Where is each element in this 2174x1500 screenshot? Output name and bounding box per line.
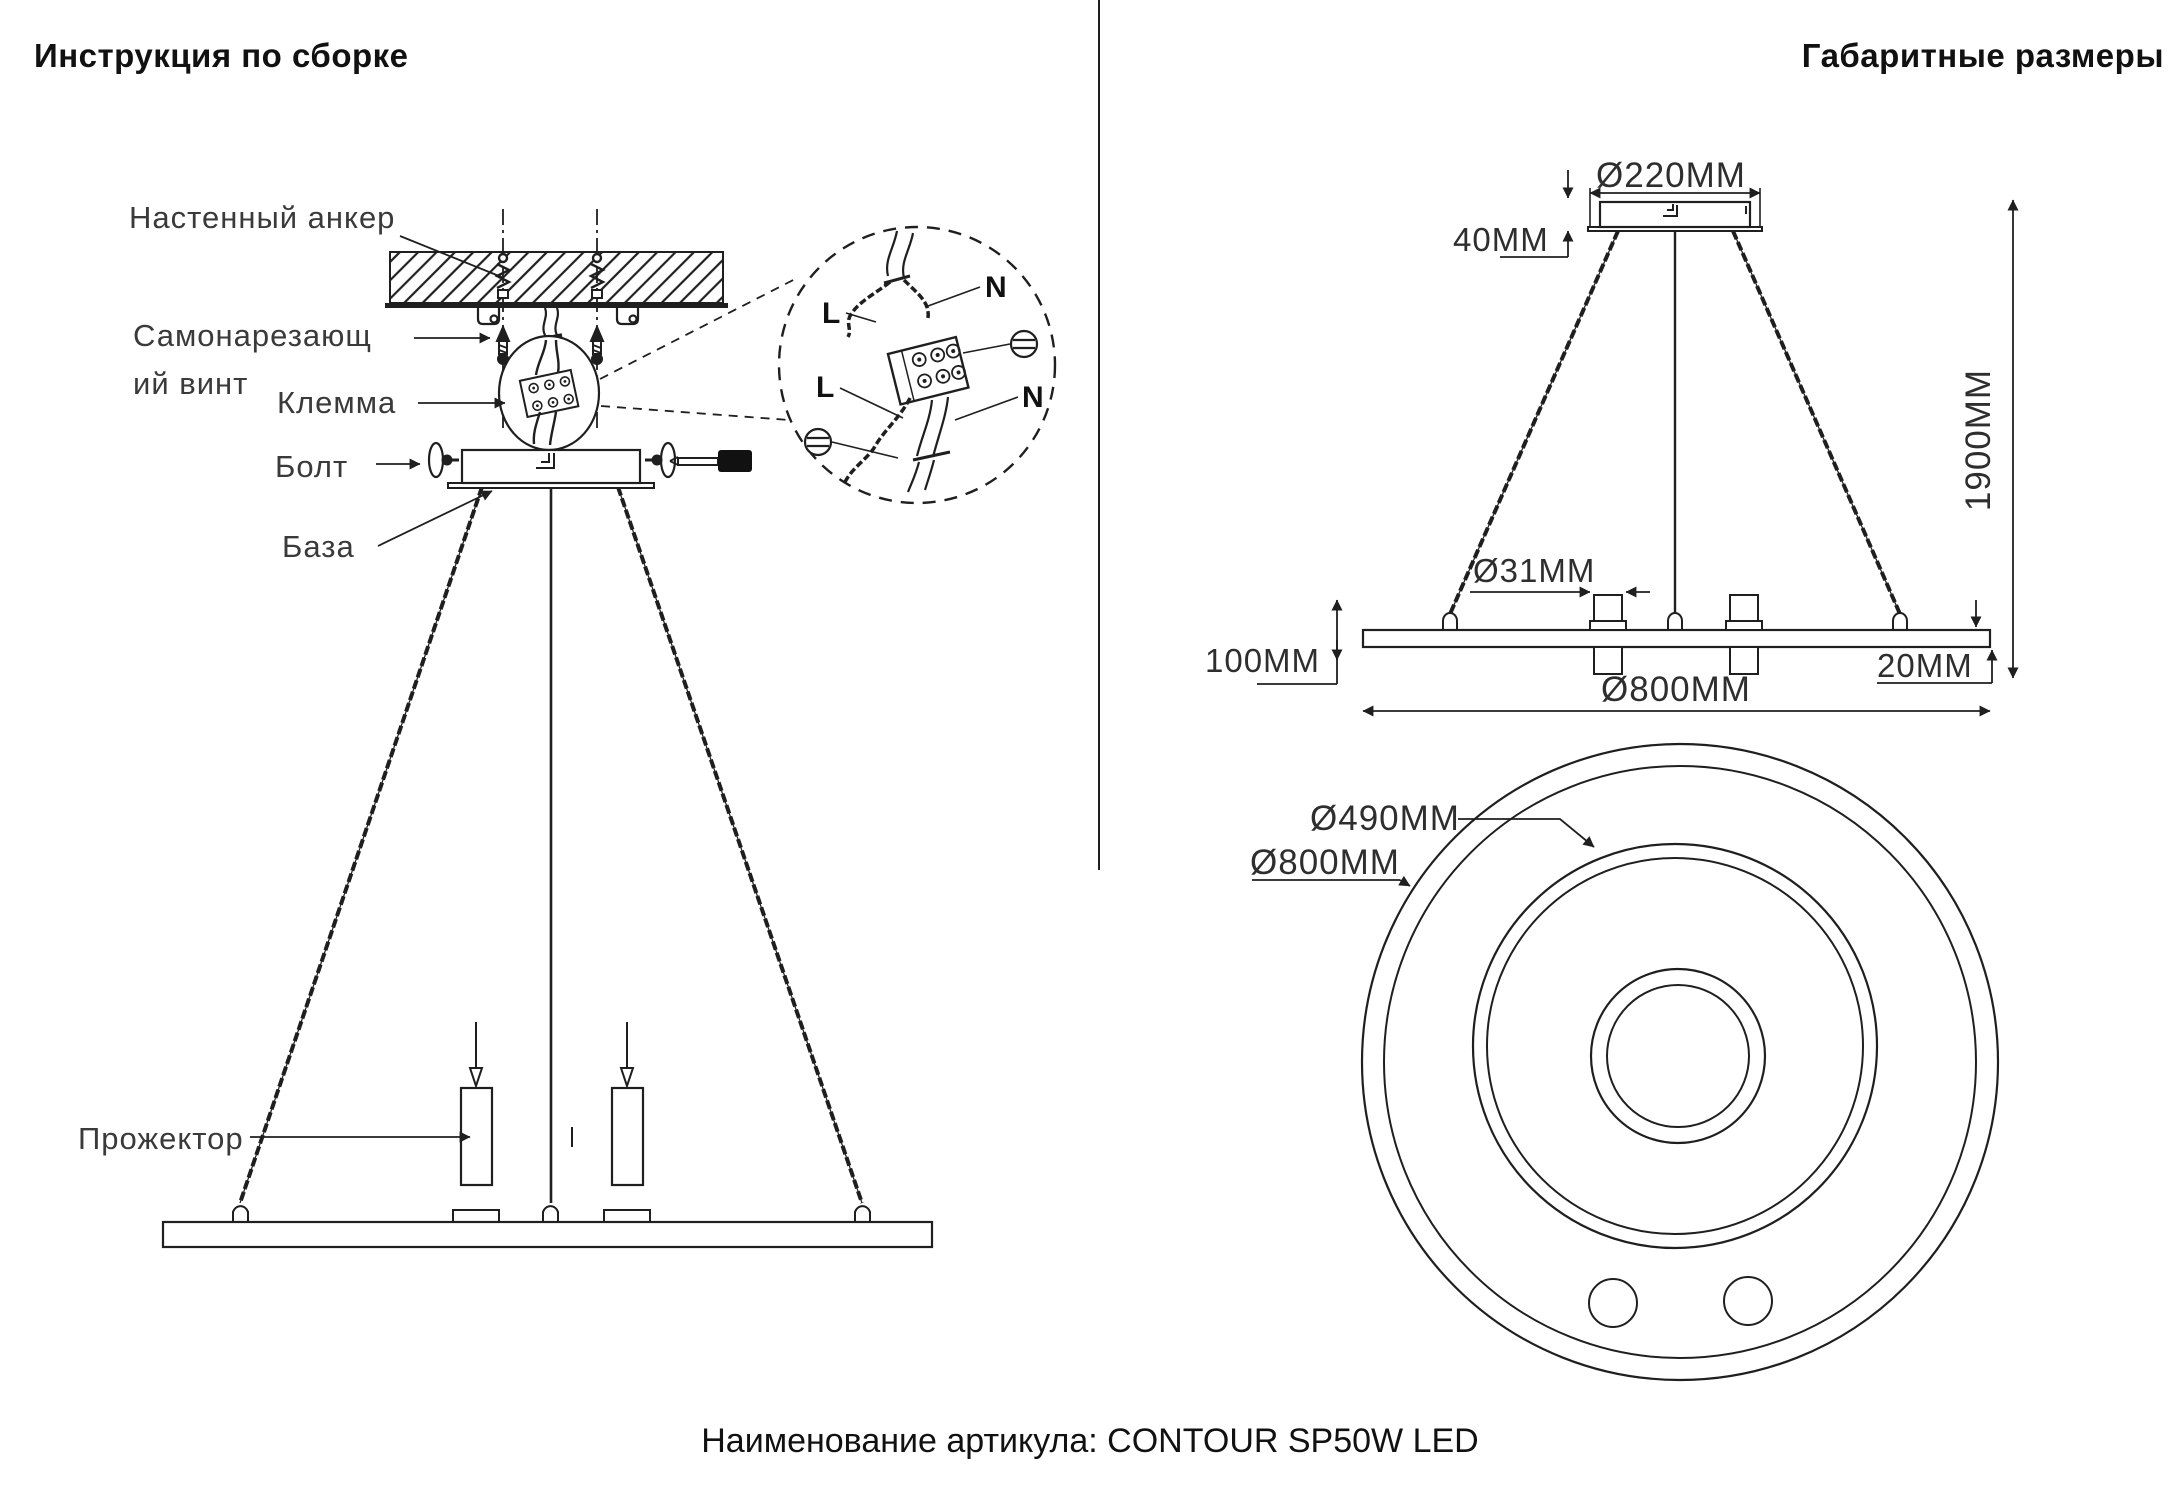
label-projector: Прожектор bbox=[78, 1121, 244, 1156]
dim-ring-thickness-text: 20MM bbox=[1877, 647, 1973, 684]
dim-spot-diameter-text: Ø31MM bbox=[1473, 552, 1596, 589]
dim-canopy-diameter-text: Ø220MM bbox=[1596, 156, 1746, 195]
terminal-balloon bbox=[499, 336, 599, 450]
dim-fixture-height bbox=[1205, 600, 1337, 684]
label-base: База bbox=[282, 529, 355, 564]
dim-outer-ring-diameter-top-text: Ø800MM bbox=[1250, 843, 1400, 882]
right-panel-title: Габаритные размеры bbox=[1801, 37, 2164, 74]
spot-hole-right bbox=[1724, 1277, 1772, 1325]
article-name: Наименование артикула: CONTOUR SP50W LED bbox=[701, 1422, 1479, 1460]
wire-label-live-bottom: L bbox=[816, 371, 835, 404]
suspension-cables-left-view bbox=[233, 487, 870, 1222]
dim-spot-diameter bbox=[1470, 552, 1650, 592]
dim-overall-height bbox=[1959, 200, 2013, 678]
ring-bar-left-view bbox=[163, 1222, 932, 1247]
ring-top-view bbox=[1362, 744, 1998, 1380]
base-assembly bbox=[429, 443, 752, 488]
ring-bar-side-view bbox=[1363, 630, 1990, 647]
mains-cable bbox=[541, 308, 562, 339]
dim-inner-ring-diameter-text: Ø490MM bbox=[1310, 799, 1460, 838]
dim-overall-height-text: 1900MM bbox=[1959, 368, 1998, 512]
label-self-tapping-1: Самонарезающ bbox=[133, 318, 372, 353]
dim-ring-diameter-side-text: Ø800MM bbox=[1601, 670, 1751, 709]
dim-canopy-height bbox=[1453, 170, 1568, 258]
label-self-tapping-2: ий винт bbox=[133, 366, 249, 401]
dim-outer-ring-diameter-top bbox=[1250, 843, 1410, 886]
wiring-detail-circle bbox=[779, 227, 1055, 503]
left-panel-title: Инструкция по сборке bbox=[34, 37, 409, 74]
ceiling-hatch bbox=[385, 252, 728, 308]
label-bolt: Болт bbox=[275, 449, 349, 484]
wire-label-neutral-bottom: N bbox=[1022, 381, 1044, 414]
spot-hole-left bbox=[1589, 1279, 1637, 1327]
screwdriver-icon bbox=[670, 450, 752, 472]
wire-label-neutral-top: N bbox=[985, 271, 1007, 304]
dim-fixture-height-text: 100MM bbox=[1205, 642, 1321, 679]
label-terminal: Клемма bbox=[277, 385, 397, 420]
dim-canopy-height-text: 40MM bbox=[1453, 221, 1549, 258]
label-wall-anchor: Настенный анкер bbox=[129, 200, 396, 235]
wire-label-live-top: L bbox=[822, 297, 841, 330]
canopy-side-view bbox=[1588, 202, 1762, 231]
callout-leader-lines bbox=[250, 236, 505, 1137]
